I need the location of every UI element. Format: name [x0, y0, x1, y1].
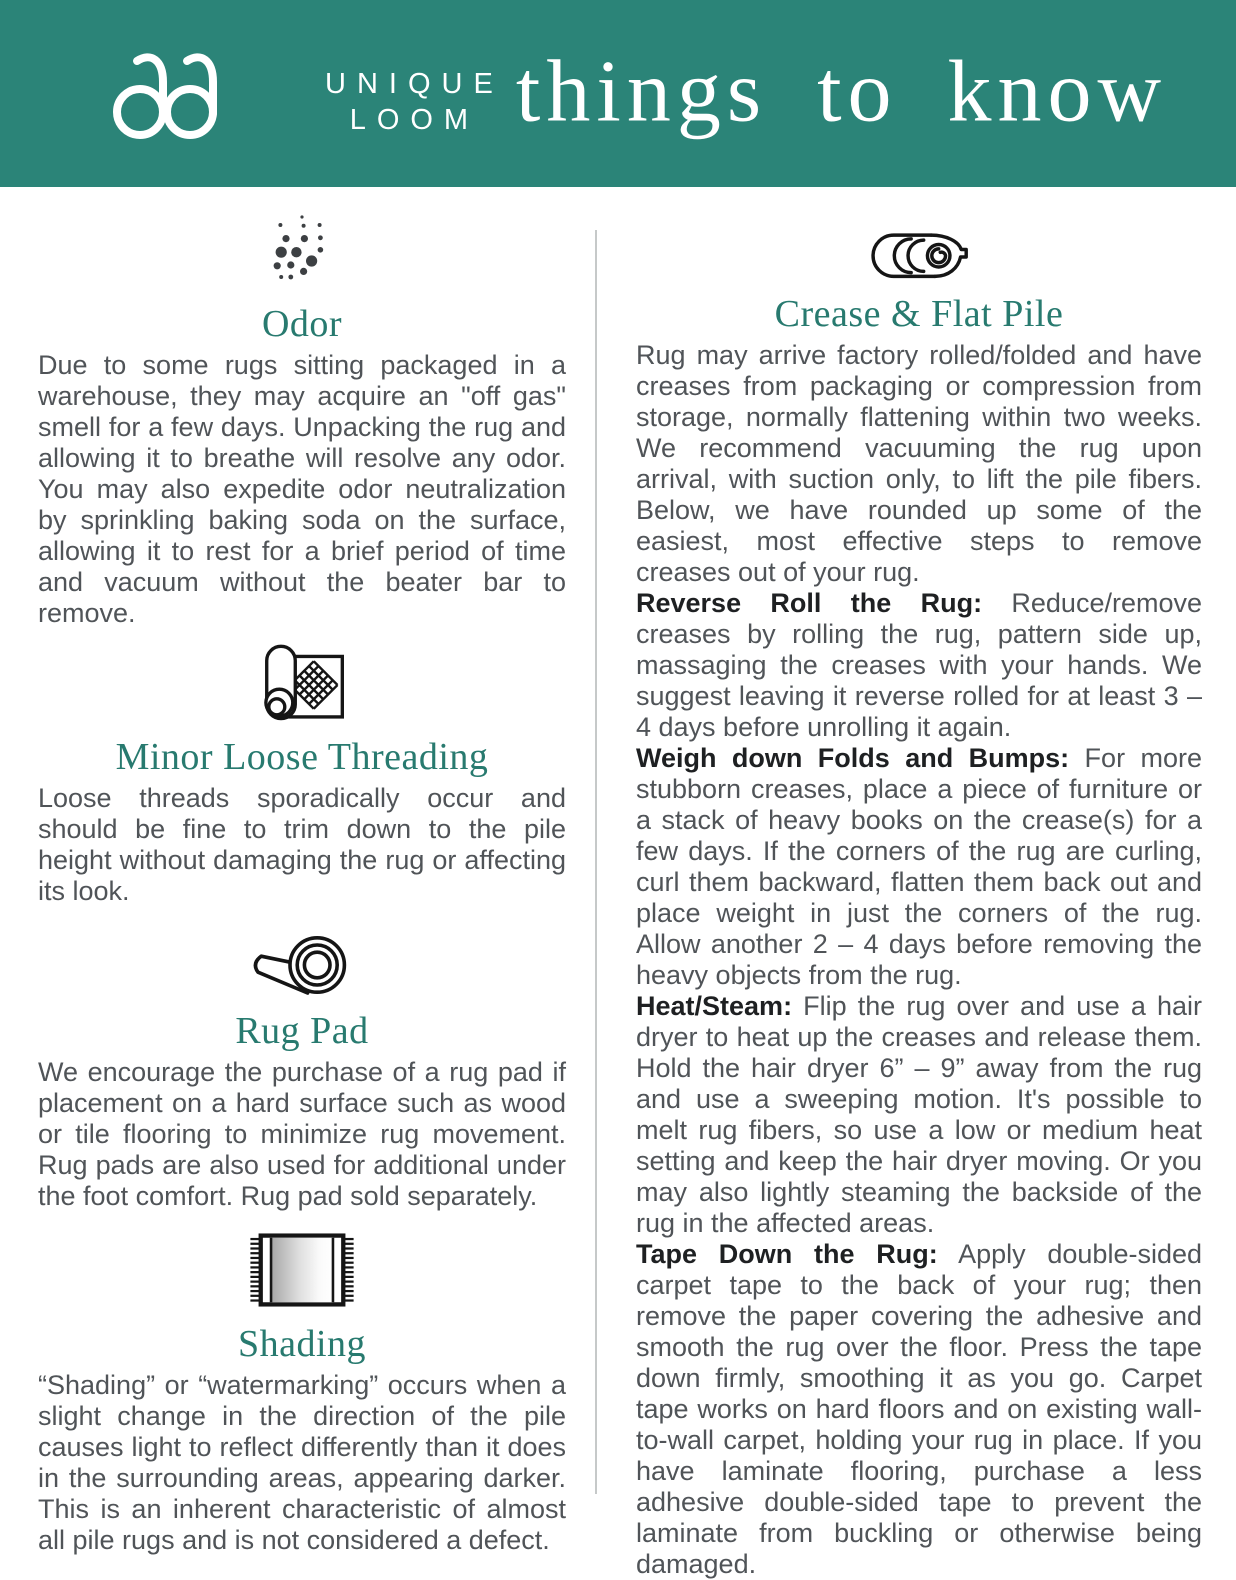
fringed-rug-icon — [241, 1227, 363, 1313]
tip-tape-down — [636, 1239, 1202, 1580]
tip-label-weigh-down: Weigh down Folds and Bumps: — [636, 743, 1070, 773]
tip-body-heat-steam: Flip the rug over and use a hair dryer to heat up the creases and release them. Hold the hair dryer 6” – 9” away from the rug and use a sweeping motion. It's possible to melt rug fibers, so use a low or medium heat setting and keep the hair dryer moving. Or you may also lightly steaming the backside of the rug in the affected areas. — [636, 991, 1202, 1238]
tip-body-weigh-down: For more stubborn creases, place a piece of furniture or a stack of heavy books on the crease(s) for a few days. If the corners of the rug are curling, curl them backward, flatten them back out and place weight in just the corners of the rug. Allow another 2 – 4 days before removing the heavy objects from the rug. — [636, 743, 1202, 990]
rolled-rug-crosshatch-icon — [250, 643, 354, 727]
section-rug-pad — [38, 921, 566, 1212]
section-body-odor: Due to some rugs sitting packaged in a warehouse, they may acquire an "off gas" smell for a few days. Unpacking the rug and allowing it to breathe will resolve any odor. You may also expedite odor neutralization by sprinkling baking soda on the surface, allowing it to rest for a brief period of time and vacuum without the beater bar to remove. — [38, 350, 566, 628]
tip-reverse-roll — [636, 588, 1202, 743]
crease-icon-box — [636, 230, 1202, 284]
rug-pad-roll-icon — [250, 921, 354, 1001]
rug-pad-icon-box — [38, 921, 566, 1001]
tip-label-reverse-roll: Reverse Roll the Rug: — [636, 588, 983, 618]
section-odor — [38, 212, 566, 629]
tip-label-heat-steam: Heat/Steam: — [636, 991, 793, 1021]
section-heading-odor: Odor — [261, 303, 343, 345]
section-body-shading: “Shading” or “watermarking” occurs when a slight change in the direction of the pile causes light to reflect differently than it does in the surrounding areas, appearing darker. This is an inherent characteristic of almost all pile rugs and is not considered a defect. — [38, 1370, 566, 1555]
section-minor-loose-threading — [38, 643, 566, 907]
section-heading-rug-pad: Rug Pad — [235, 1010, 369, 1052]
brand-name — [325, 66, 504, 138]
right-column — [636, 230, 1202, 1580]
unique-loom-dd-logo-icon — [108, 48, 313, 148]
rolled-rug-side-icon — [867, 232, 971, 282]
brand-line-1: UNIQUE — [325, 68, 504, 100]
left-column — [38, 212, 566, 1556]
column-divider — [595, 230, 597, 1494]
section-shading — [38, 1226, 566, 1556]
section-heading-threading: Minor Loose Threading — [115, 736, 489, 778]
brand-line-2: LOOM — [349, 104, 480, 136]
odor-icon-box — [38, 212, 566, 294]
section-heading-shading: Shading — [237, 1323, 367, 1365]
section-body-rug-pad: We encourage the purchase of a rug pad if placement on a hard surface such as wood or tile flooring to minimize rug movement. Rug pads are also used for additional under the foot comfort. Rug pad sold separately. — [38, 1057, 566, 1211]
tip-weigh-down — [636, 743, 1202, 991]
tip-heat-steam — [636, 991, 1202, 1239]
header-banner — [0, 0, 1236, 187]
threading-icon-box — [38, 643, 566, 727]
tip-body-reverse-roll: Reduce/remove creases by rolling the rug, pattern side up, massaging the creases with your hands. We suggest leaving it reverse rolled for at least 3 – 4 days before unrolling it again. — [636, 588, 1202, 742]
section-body-crease-intro: Rug may arrive factory rolled/folded and have creases from packaging or compression from storage, normally flattening within two weeks. We recommend vacuuming the rug upon arrival, with suction only, to lift the pile fibers. Below, we have rounded up some of the easiest, most effective steps to remove creases out of your rug. — [636, 340, 1202, 587]
tip-body-tape-down: Apply double-sided carpet tape to the back of your rug; then remove the paper covering the adhesive and smooth the rug over the floor. Press the tape down firmly, smoothing it as you go. Carpet tape works on hard floors and on existing wall-to-wall carpet, holding your rug in place. If you have laminate flooring, purchase a less adhesive double-sided tape to prevent the laminate from buckling or otherwise being damaged. — [636, 1239, 1203, 1579]
section-heading-crease: Crease & Flat Pile — [774, 293, 1064, 335]
odor-dots-icon — [259, 213, 345, 293]
page-title: things to know — [515, 42, 1168, 140]
shading-icon-box — [38, 1226, 566, 1314]
section-body-threading: Loose threads sporadically occur and should be fine to trim down to the pile height without damaging the rug or affecting its look. — [38, 783, 566, 906]
tip-label-tape-down: Tape Down the Rug: — [636, 1239, 938, 1269]
